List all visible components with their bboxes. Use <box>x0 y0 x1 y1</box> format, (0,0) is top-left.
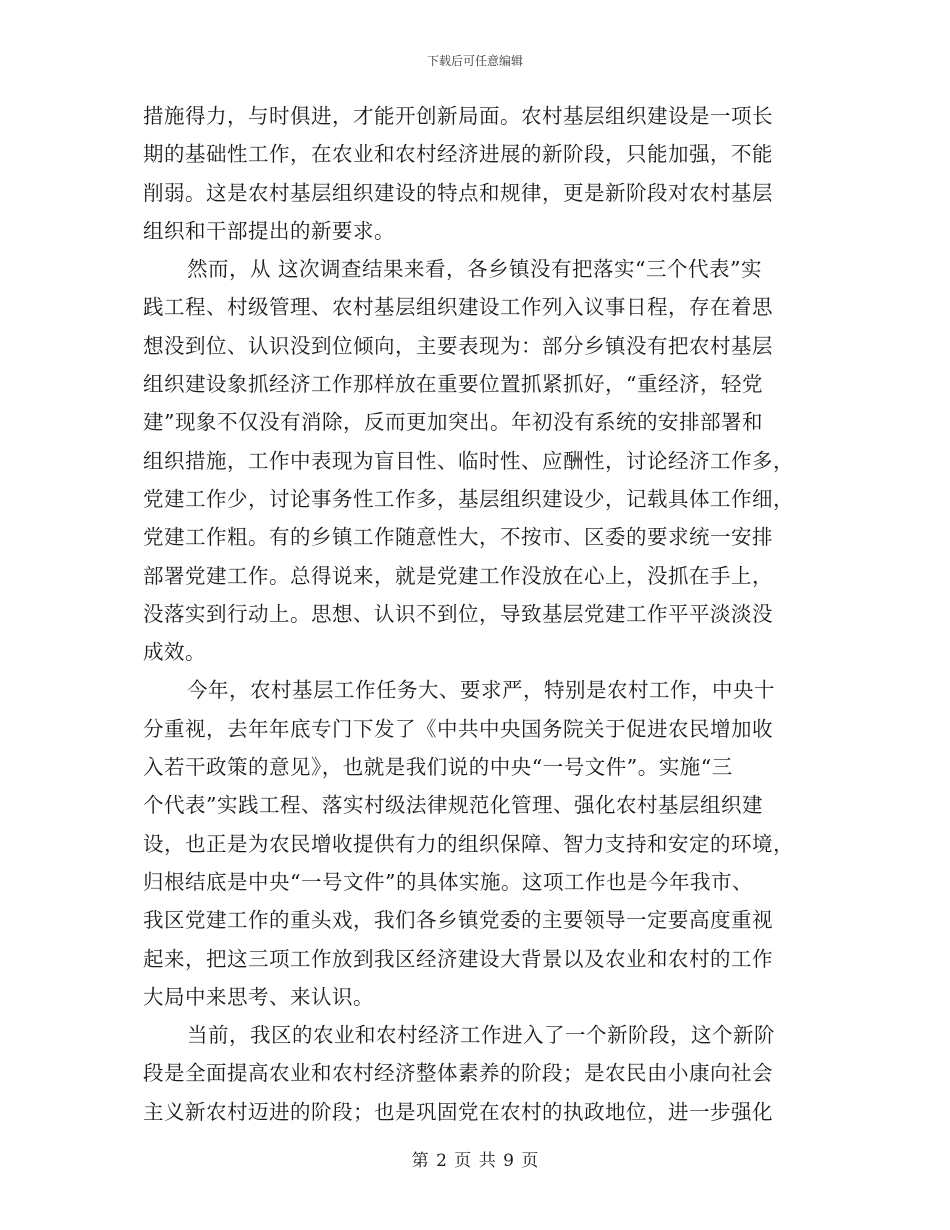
text-line: 入若干政策的意见》，也就是我们说的中央“一号文件”。实施“三 <box>143 755 733 780</box>
text-line: 主义新农村迈进的阶段；也是巩固党在农村的执政地位，进一步强化 <box>143 1099 773 1124</box>
text-line: 大局中来思考、来认识。 <box>143 984 374 1009</box>
text-line: 我区党建工作的重头戏，我们各乡镇党委的主要领导一定要高度重视 <box>143 908 773 933</box>
text-line: 期的基础性工作，在农业和农村经济进展的新阶段，只能加强，不能 <box>143 142 773 167</box>
paragraph-start-line: 然而，从 这次调查结果来看，各乡镇没有把落实“三个代表”实 <box>187 257 762 282</box>
text-line: 没落实到行动上。思想、认识不到位，导致基层党建工作平平淡淡没 <box>143 601 773 626</box>
text-line: 组织措施，工作中表现为盲目性、临时性、应酬性，讨论经济工作多， <box>143 448 794 473</box>
text-line: 践工程、村级管理、农村基层组织建设工作列入议事日程，存在着思 <box>143 295 773 320</box>
body-text <box>143 97 808 1131</box>
text-line: 个代表”实践工程、落实村级法律规范化管理、强化农村基层组织建 <box>143 793 763 818</box>
text-line: 想没到位、认识没到位倾向，主要表现为：部分乡镇没有把农村基层 <box>143 333 773 358</box>
text-line: 部署党建工作。总得说来，就是党建工作没放在心上，没抓在手上， <box>143 563 773 588</box>
text-line: 措施得力，与时俱进，才能开创新局面。农村基层组织建设是一项长 <box>143 104 773 128</box>
text-line: 段是全面提高农业和农村经济整体素养的阶段；是农民由小康向社会 <box>143 1061 773 1086</box>
paragraph-start-line: 当前，我区的农业和农村经济工作进入了一个新阶段，这个新阶 <box>187 1023 775 1048</box>
text-line: 归根结底是中央“一号文件”的具体实施。这项工作也是今年我市、 <box>143 869 753 894</box>
text-line: 党建工作粗。有的乡镇工作随意性大，不按市、区委的要求统一安排 <box>143 525 773 550</box>
text-line: 分重视，去年年底专门下发了《中共中央国务院关于促进农民增加收 <box>143 716 773 741</box>
text-line: 起来，把这三项工作放到我区经济建设大背景以及农业和农村的工作 <box>143 946 773 971</box>
text-line: 设，也正是为农民增收提供有力的组织保障、智力支持和安定的环境， <box>143 831 794 856</box>
page-footer: 第 2 页 共 9 页 <box>411 1151 539 1171</box>
text-line: 建”现象不仅没有消除，反而更加突出。年初没有系统的安排部署和 <box>143 410 763 435</box>
text-line: 削弱。这是农村基层组织建设的特点和规律，更是新阶段对农村基层 <box>143 180 773 205</box>
paragraph-start-line: 今年，农村基层工作任务大、要求严，特别是农村工作，中央十 <box>187 678 775 703</box>
page-header: 下载后可任意编辑 <box>426 54 523 68</box>
text-line: 组织和干部提出的新要求。 <box>143 218 395 243</box>
text-line: 成效。 <box>143 640 206 665</box>
text-line: 党建工作少，讨论事务性工作多，基层组织建设少，记载具体工作细， <box>143 486 794 511</box>
text-line: 组织建设象抓经济工作那样放在重要位置抓紧抓好，“重经济，轻党 <box>143 372 763 397</box>
